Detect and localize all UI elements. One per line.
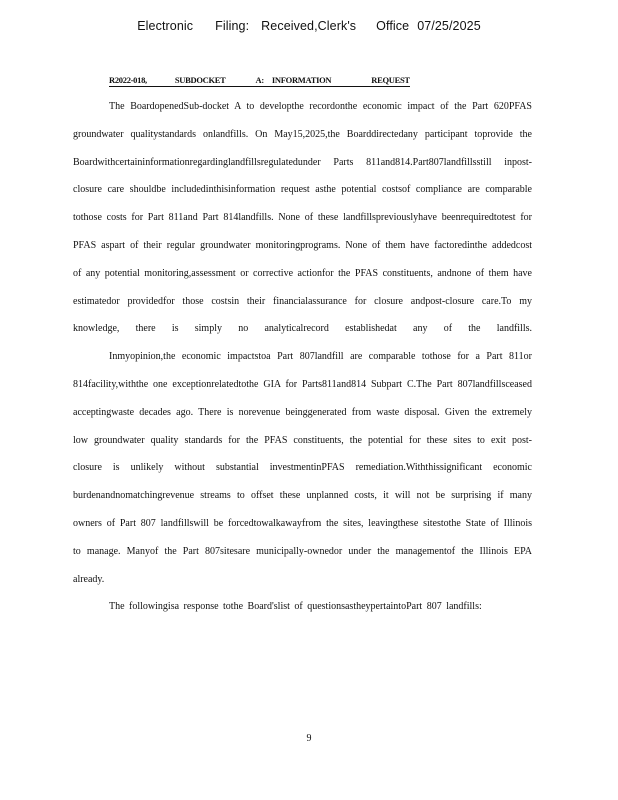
header-office: Office bbox=[376, 19, 410, 33]
header-filing: Filing: bbox=[215, 19, 250, 33]
page-number: 9 bbox=[306, 733, 312, 744]
heading-subdocket: SUBDOCKET bbox=[174, 75, 226, 85]
paragraph-3: The followingisa response tothe Board'slist of questionsastheypertaintoPart 807 landfills: bbox=[109, 601, 482, 613]
section-heading bbox=[109, 75, 410, 85]
paragraph-2: Inmyopinion,the economic impactstoa Part 807landfill are comparable tothose for a Part 811or 814facility,withthe one exceptionrelatedtothe GIA for Parts811and814 Subpart C.The Part 807landfillsceased acceptingwaste decades ago. There is norevenue beinggenerated from waste disposal. Given the extremely low groundwater quality standards for the PFAS constituents, the potential for these sites to exit post-closure is unlikely without substantial investmentinPFAS remediation.Withthissignificant economic burdenandnomatchingrevenue streams to offset these unplanned costs, it will not be surprising if many owners of Part 807 landfillswill be forcedtowalkawayfrom the sites, leavingthese sitestothe State of Illinois to manage. Manyof the Part 807sitesare municipally-ownedor under the managementof the Illinois EPA already. bbox=[73, 351, 532, 585]
section-heading-underlined bbox=[109, 75, 410, 87]
filing-header bbox=[0, 19, 618, 33]
heading-information: INFORMATION bbox=[271, 75, 332, 85]
header-date: 07/25/2025 bbox=[417, 19, 481, 33]
header-electronic: Electronic bbox=[137, 19, 194, 33]
heading-letter: A: bbox=[255, 75, 264, 85]
header-received: Received,Clerk's bbox=[261, 19, 357, 33]
paragraph-1: The BoardopenedSub-docket A to developthe recordonthe economic impact of the Part 620PFAS groundwater qualitystandards onlandfills. On May15,2025,the Boarddirectedany participant toprovide the Boardwithcertaininformationregardinglandfillsregulatedunder Parts 811and814.Part807landfillsstill inpost-closure care shouldbe includedinthisinformation request asthe potential costsof compliance are comparable tothose costs for Part 811and Part 814landfills. None of these landfillspreviouslyhave beenrequiredtotest for PFAS aspart of their regular groundwater monitoringprograms. None of them have factoredinthe addedcost of any potential monitoring,assessment or corrective actionfor the PFAS constituents, andnone of them have estimatedor providedfor those costsin their financialassurance for closure andpost-closure care.To my knowledge, there is simply no analyticalrecord establishedat any of the landfills. bbox=[73, 101, 532, 335]
heading-docket: R2022-018, bbox=[109, 75, 147, 85]
heading-request: REQUEST bbox=[371, 75, 410, 85]
document-body bbox=[73, 93, 532, 621]
